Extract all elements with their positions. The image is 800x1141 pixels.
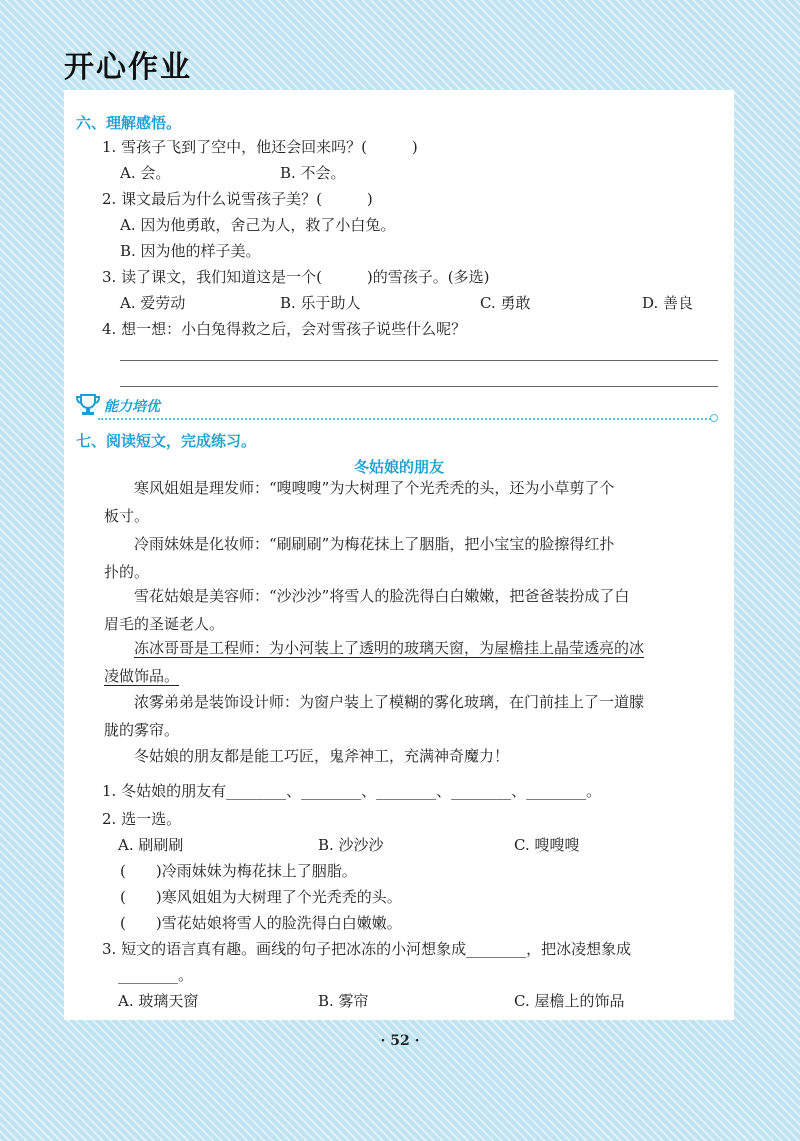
- story-title: 冬姑娘的朋友: [354, 458, 445, 476]
- s7-q2-sentence-3[interactable]: ( )雪花姑娘将雪人的脸洗得白白嫩嫩。: [120, 914, 402, 932]
- dotted-divider: [98, 418, 714, 420]
- ability-section-header: [74, 390, 724, 424]
- s7-q2-option-b: B. 沙沙沙: [318, 836, 384, 854]
- s6-q1-option-b[interactable]: B. 不会。: [280, 164, 346, 182]
- s7-question-3-line1[interactable]: 3. 短文的语言真有趣。画线的句子把冰冻的小河想象成________，把冰凌想象成: [102, 940, 632, 958]
- s7-q2-option-a: A. 刷刷刷: [118, 836, 184, 854]
- story-p3-line2: 眉毛的圣诞老人。: [104, 615, 225, 633]
- s7-q3-option-c: C. 屋檐上的饰品: [514, 992, 625, 1010]
- s7-q2-option-c: C. 嗖嗖嗖: [514, 836, 580, 854]
- section-7-title: 七、阅读短文，完成练习。: [76, 432, 257, 450]
- s7-q3-option-b: B. 雾帘: [318, 992, 369, 1010]
- worksheet-page: [64, 90, 734, 1020]
- trophy-icon: [74, 392, 102, 418]
- s7-question-1[interactable]: 1. 冬姑娘的朋友有________、________、________、________、________。: [102, 782, 602, 800]
- s7-q2-sentence-2[interactable]: ( )寒风姐姐为大树理了个光秃秃的头。: [120, 888, 402, 906]
- s7-q3-option-a: A. 玻璃天窗: [118, 992, 199, 1010]
- s6-q2-option-a[interactable]: A. 因为他勇敢，舍己为人，救了小白兔。: [120, 216, 396, 234]
- story-p2-line1: 冷雨妹妹是化妆师：“刷刷刷”为梅花抹上了胭脂，把小宝宝的脸擦得红扑: [134, 535, 615, 553]
- s7-question-2: 2. 选一选。: [102, 810, 182, 828]
- story-p5-line1: 浓雾弟弟是装饰设计师：为窗户装上了模糊的雾化玻璃，在门前挂上了一道朦: [134, 693, 645, 711]
- s6-q3-option-d[interactable]: D. 善良: [642, 294, 694, 312]
- page-number: · 52 ·: [380, 1033, 420, 1049]
- story-p5-line2: 胧的雾帘。: [104, 721, 180, 739]
- answer-line-1[interactable]: [120, 360, 718, 361]
- story-p4-line2-underlined: 凌做饰品。: [104, 667, 180, 685]
- story-p6: 冬姑娘的朋友都是能工巧匠，鬼斧神工，充满神奇魔力！: [134, 747, 510, 765]
- s6-question-1: 1. 雪孩子飞到了空中，他还会回来吗？( ): [102, 138, 418, 156]
- brand-title: 开心作业: [64, 50, 192, 85]
- s7-question-3-line2[interactable]: ________。: [118, 966, 194, 984]
- story-p2-line2: 扑的。: [104, 563, 150, 581]
- story-p1-line1: 寒风姐姐是理发师：“嗖嗖嗖”为大树理了个光秃秃的头，还为小草剪了个: [134, 479, 615, 497]
- s6-q3-option-c[interactable]: C. 勇敢: [480, 294, 531, 312]
- s7-q2-sentence-1[interactable]: ( )冷雨妹妹为梅花抹上了胭脂。: [120, 862, 357, 880]
- story-p4-line1-underlined: 冻冰哥哥是工程师：为小河装上了透明的玻璃天窗，为屋檐挂上晶莹透亮的冰: [134, 639, 645, 657]
- s6-q2-option-b[interactable]: B. 因为他的样子美。: [120, 242, 261, 260]
- s6-question-3: 3. 读了课文，我们知道这是一个( )的雪孩子。(多选): [102, 268, 490, 286]
- s6-q1-option-a[interactable]: A. 会。: [120, 164, 171, 182]
- s6-q3-option-b[interactable]: B. 乐于助人: [280, 294, 361, 312]
- s6-question-4: 4. 想一想：小白兔得救之后，会对雪孩子说些什么呢？: [102, 320, 467, 338]
- divider-end-dot: [710, 414, 718, 422]
- story-p1-line2: 板寸。: [104, 507, 150, 525]
- answer-line-2[interactable]: [120, 386, 718, 387]
- story-p3-line1: 雪花姑娘是美容师：“沙沙沙”将雪人的脸洗得白白嫩嫩，把爸爸装扮成了白: [134, 587, 630, 605]
- s6-q3-option-a[interactable]: A. 爱劳动: [120, 294, 186, 312]
- section-6-title: 六、理解感悟。: [76, 114, 182, 132]
- s6-question-2: 2. 课文最后为什么说雪孩子美？( ): [102, 190, 373, 208]
- ability-label: 能力培优: [104, 399, 160, 415]
